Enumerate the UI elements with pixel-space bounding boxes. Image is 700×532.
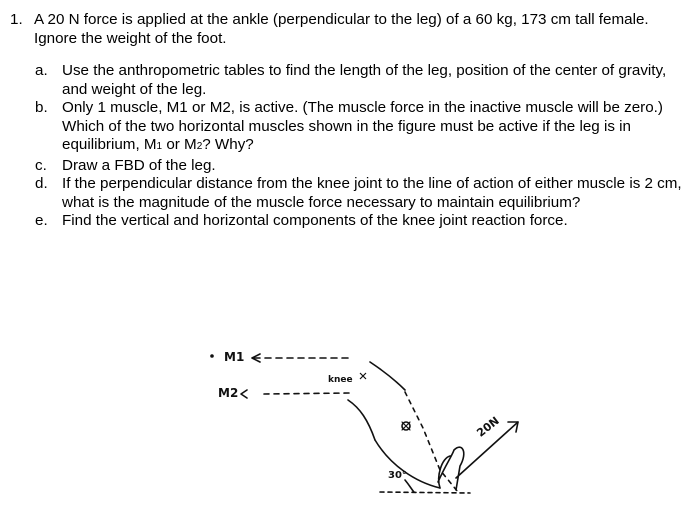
shank-outline xyxy=(375,440,440,488)
leg-diagram xyxy=(200,330,530,530)
part-a xyxy=(35,62,690,99)
part-label: d. xyxy=(35,175,48,192)
part-text-end: ? Why? xyxy=(202,136,254,153)
angle-arc xyxy=(405,480,414,492)
part-text: Find the vertical and horizontal components of the knee joint reaction force. xyxy=(62,212,568,229)
subscript-2: 2 xyxy=(196,141,203,152)
force-label: 20N xyxy=(474,414,502,440)
problem-number: 1. xyxy=(10,11,23,28)
part-text: Use the anthropometric tables to find the length of the leg, position of the center of gravity, and weight of the leg. xyxy=(62,62,667,98)
thigh-bottom xyxy=(348,400,375,440)
angle-label: 30° xyxy=(388,470,407,481)
part-text-mid: or M xyxy=(162,136,197,153)
parts-list xyxy=(35,62,690,231)
part-b xyxy=(35,99,690,157)
m2-arrowhead xyxy=(241,390,247,398)
ground-dashed xyxy=(380,492,470,493)
knee-x-icon xyxy=(360,373,366,379)
part-text: Only 1 muscle, M1 or M2, is active. (The muscle force in the inactive muscle will be zero.) Which of the two horizontal muscles shown in the figure must be active if the leg is in equilibrium, M xyxy=(62,99,663,153)
part-label: a. xyxy=(35,62,48,79)
m1-label: M1 xyxy=(224,350,245,364)
part-e xyxy=(35,212,690,231)
part-c xyxy=(35,157,690,176)
part-d xyxy=(35,175,690,212)
part-text: If the perpendicular distance from the knee joint to the line of action of either muscle is 2 cm, what is the magnitude of the muscle force necessary to maintain equilibrium? xyxy=(62,175,682,211)
part-text: Draw a FBD of the leg. xyxy=(62,156,216,174)
thigh-top xyxy=(370,362,405,390)
knee-label: knee xyxy=(328,375,353,385)
problem-stem: A 20 N force is applied at the ankle (perpendicular to the leg) of a 60 kg, 173 cm tall female. Ignore the weight of the foot. xyxy=(34,11,649,47)
part-label: c. xyxy=(35,156,47,174)
subscript-1: 1 xyxy=(156,141,163,152)
m2-line xyxy=(264,393,350,394)
m2-label: M2 xyxy=(218,386,239,400)
part-label: b. xyxy=(35,99,48,116)
problem-1 xyxy=(10,11,690,246)
part-label: e. xyxy=(35,212,48,229)
